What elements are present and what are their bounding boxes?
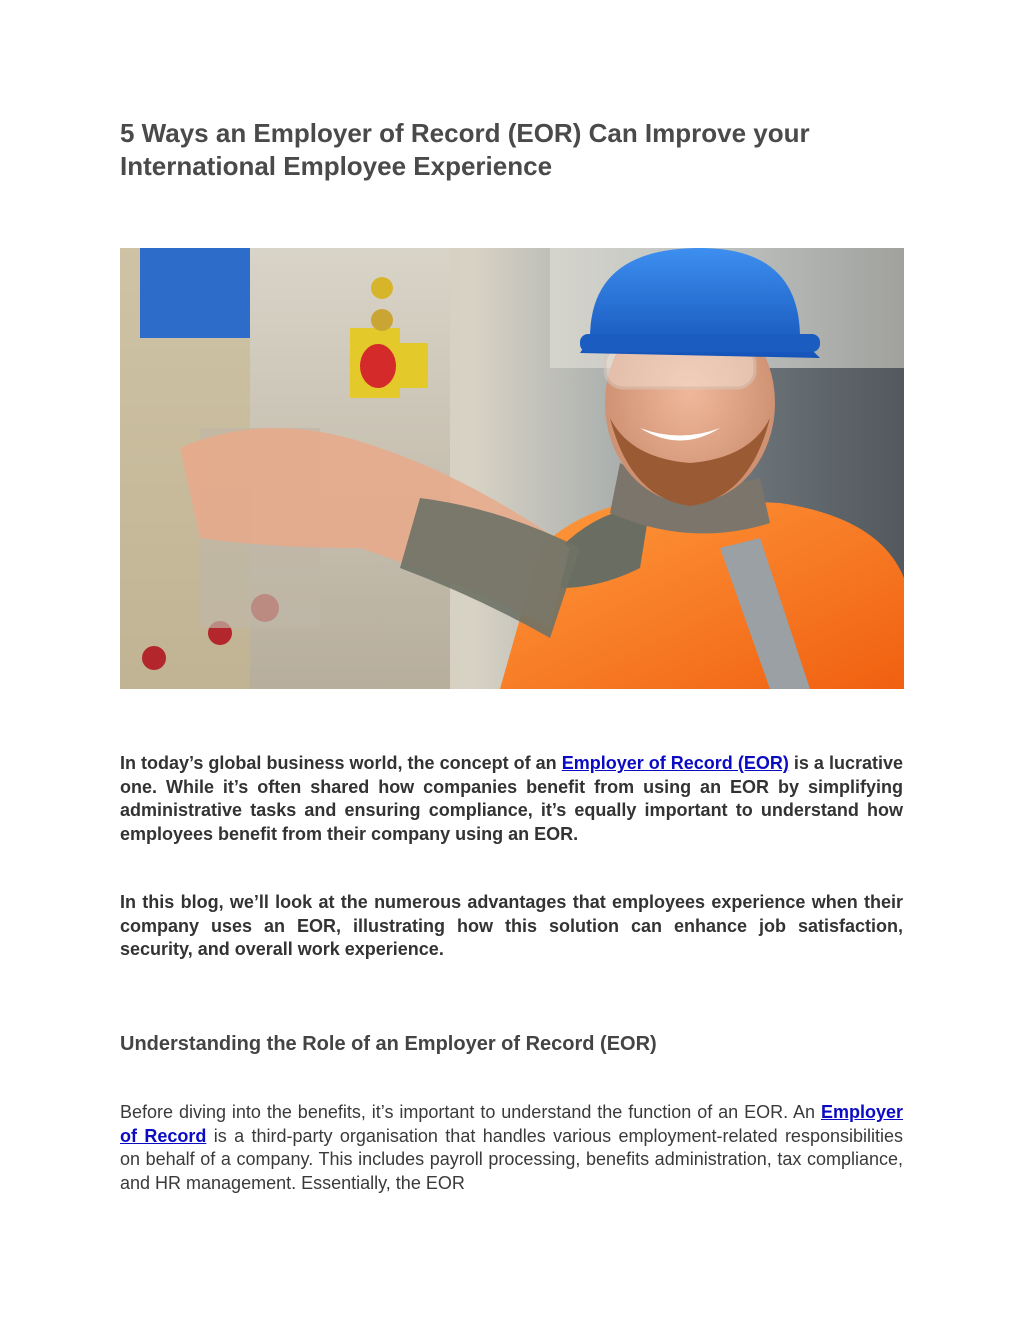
section-heading: Understanding the Role of an Employer of Record (EOR) [120,1033,657,1055]
section-paragraph [120,1101,903,1195]
intro-text-start: In today’s global business world, the concept of an [120,753,562,773]
section-text-end: is a third-party organisation that handles various employment-related responsibilities on behalf of a company. This includes payroll processing, benefits administration, tax compliance, and HR management. Essentially, the EOR [120,1125,903,1193]
blog-intro-paragraph: In this blog, we’ll look at the numerous advantages that employees experience when their company uses an EOR, illustrating how this solution can enhance job satisfaction, security, and overall work experience. [120,892,903,959]
intro-paragraph [120,752,903,846]
article-title: 5 Ways an Employer of Record (EOR) Can Improve your International Employee Experience [120,118,810,181]
intro-text-end: is a lucrative one. While it’s often shared how companies benefit from using an EOR by simplifying administrative tasks and ensuring compliance, it’s equally important to understand how employees benefit from their company using an EOR. [120,753,903,844]
section-text-start: Before diving into the benefits, it’s important to understand the function of an EOR. An [120,1102,821,1122]
hero-image-worker [120,248,904,689]
employer-of-record-link[interactable]: Employer of Record [120,1102,903,1146]
employer-of-record-eor-link[interactable]: Employer of Record (EOR) [561,753,789,773]
